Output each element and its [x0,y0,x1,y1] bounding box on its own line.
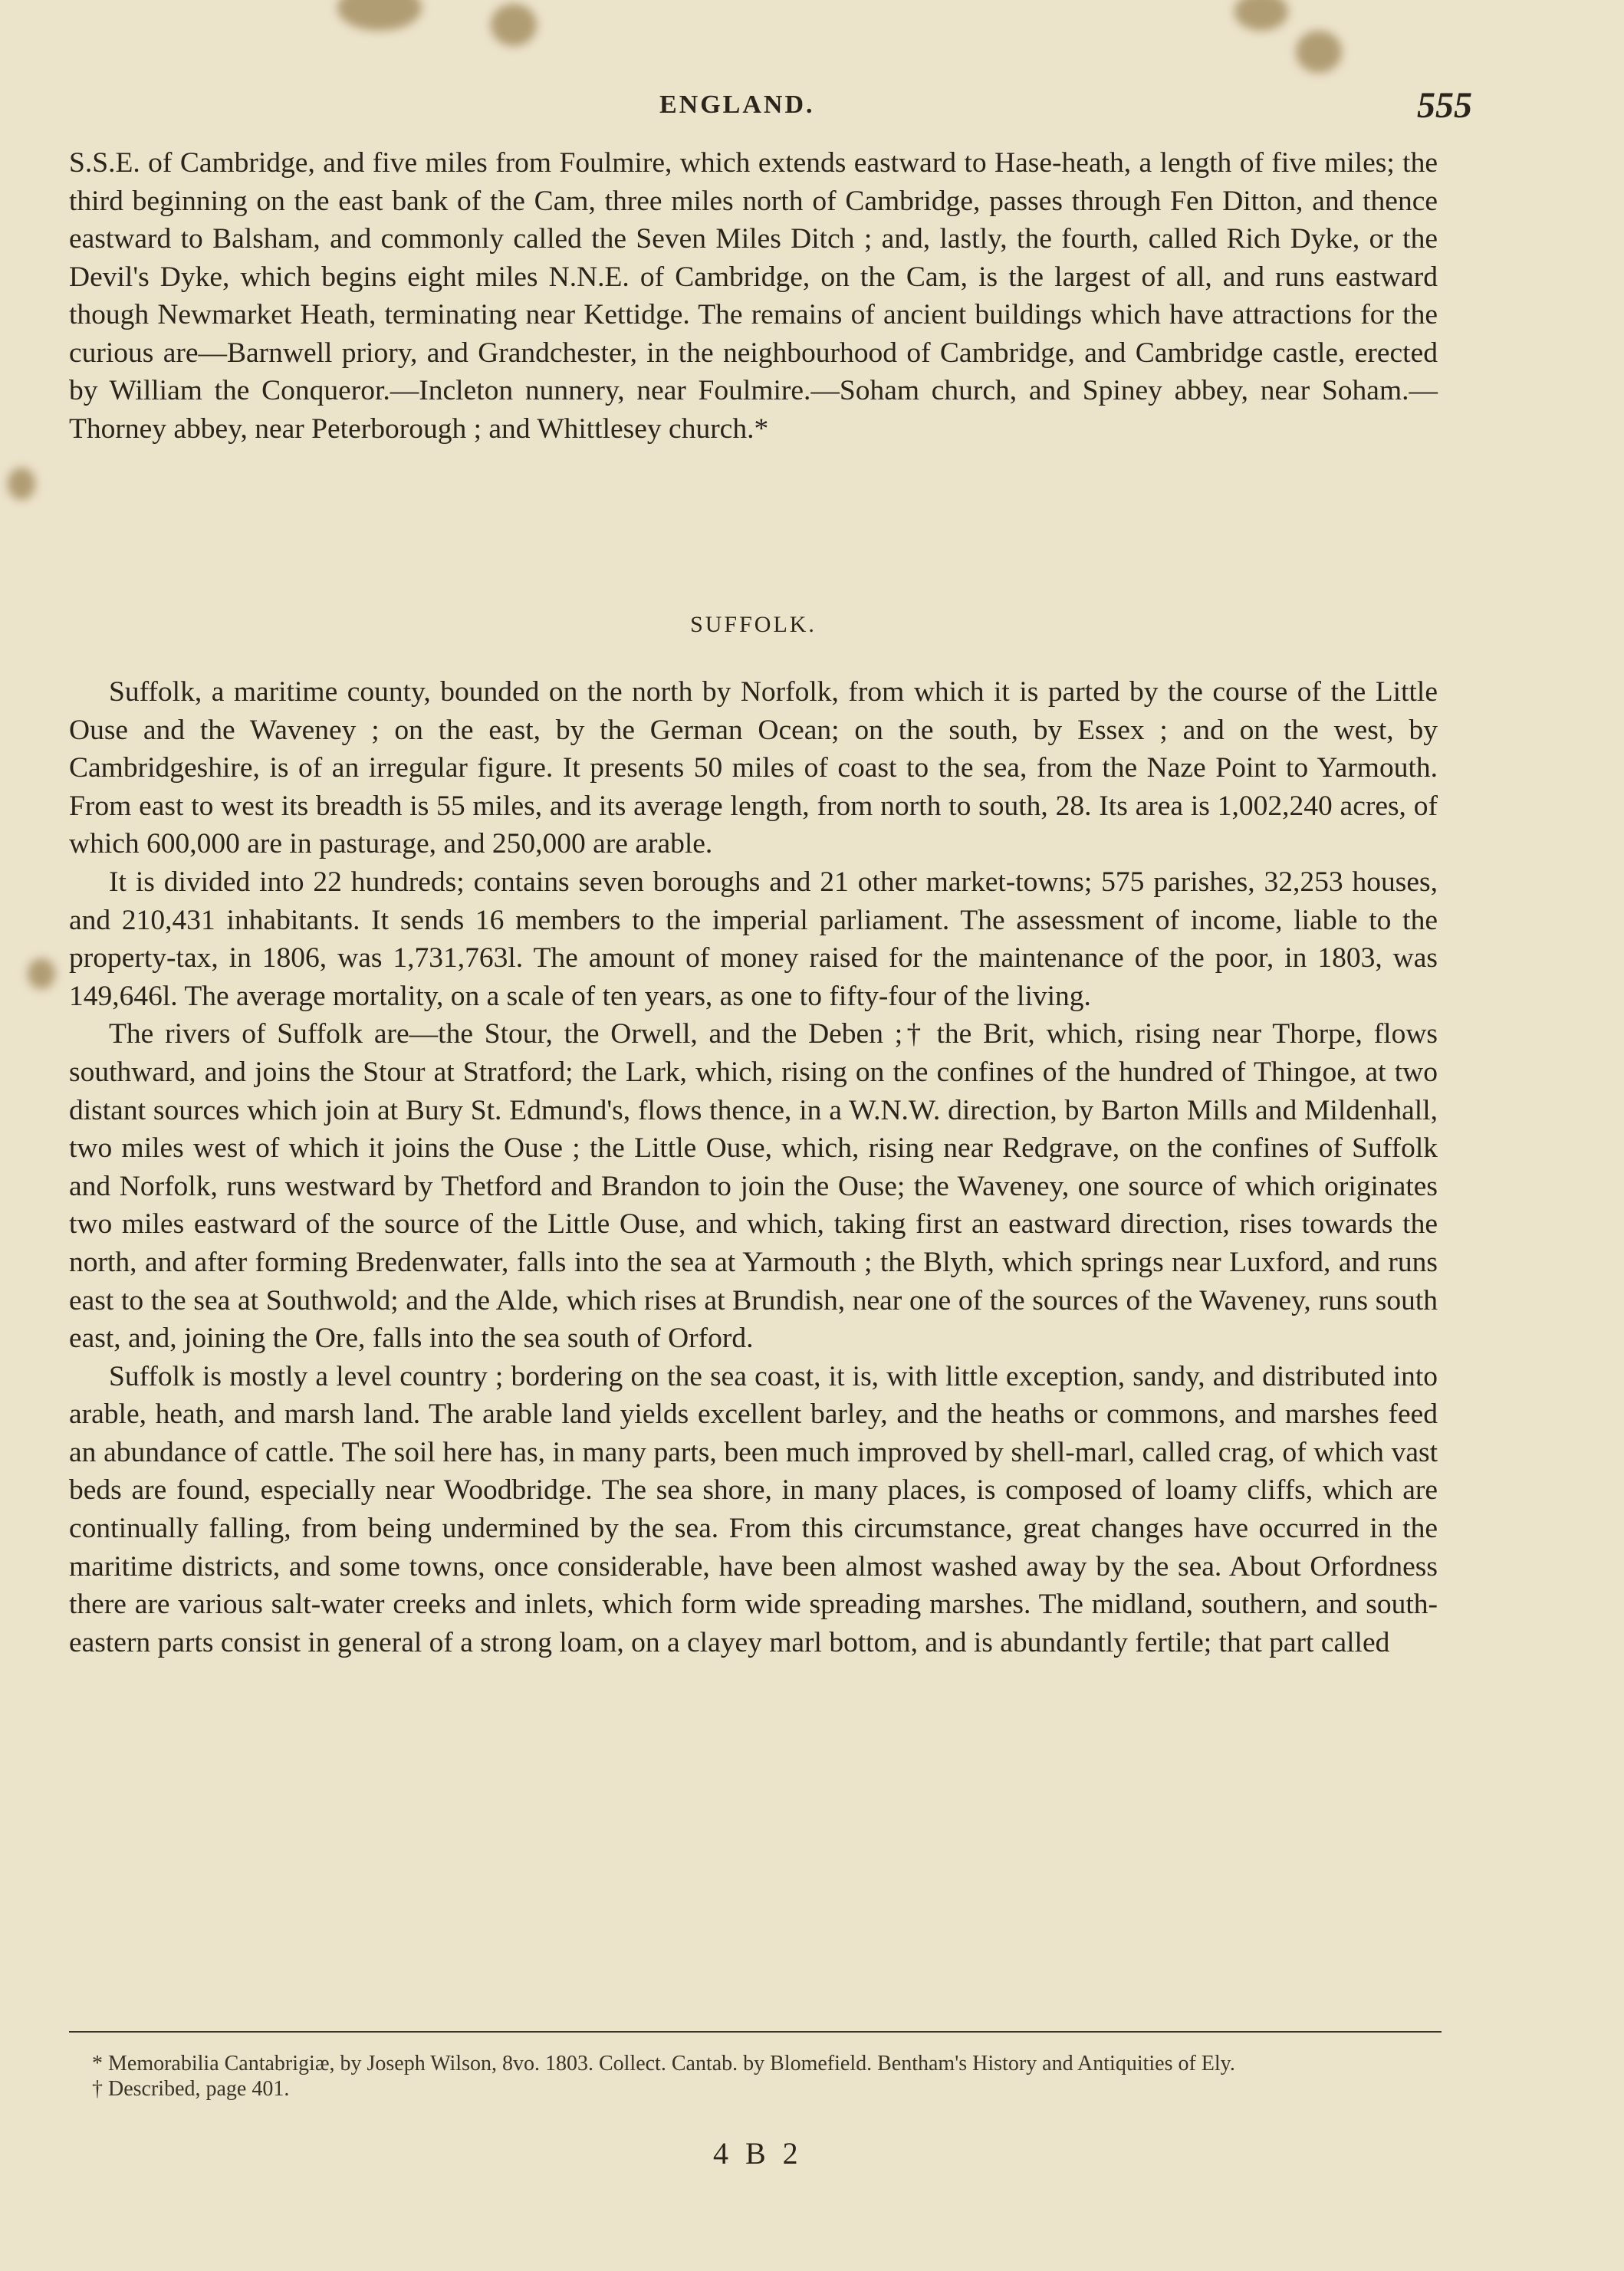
running-title: ENGLAND. [659,90,815,119]
cambridge-continuation [69,144,1438,448]
suffolk-section [69,673,1438,1661]
ink-stain [28,958,55,989]
footnote: * Memorabilia Cantabrigiæ, by Joseph Wilson, 8vo. 1803. Collect. Cantab. by Blomefield. Bentham's History and Antiquities of Ely. [92,2052,1235,2075]
ink-stain [1234,0,1288,31]
footnotes [69,2051,1449,2102]
paragraph: It is divided into 22 hundreds; contains seven boroughs and 21 other market-towns; 575 parishes, 32,253 houses, and 210,431 inhabitants. It sends 16 members to the imperial parliament. The assessment of income, liable to the property-tax, in 1806, was 1,731,763l. The amount of money raised for the maintenance of the poor, in 1803, was 149,646l. The average mortality, on a scale of ten years, as one to fifty-four of the living. [69,866,1438,1012]
ink-stain [8,468,35,500]
paragraph: The rivers of Suffolk are—the Stour, the Orwell, and the Deben ;† the Brit, which, rising near Thorpe, flows southward, and joins the Stour at Stratford; the Lark, which, rising on the confines of the hundred of Thingoe, at two distant sources which join at Bury St. Edmund's, flows thence, in a W.N.W. direction, by Barton Mills and Mildenhall, two miles west of which it joins the Ouse ; the Little Ouse, which, rising near Redgrave, on the confines of Suffolk and Norfolk, runs westward by Thetford and Brandon to join the Ouse; the Waveney, one source of which originates two miles eastward of the source of the Little Ouse, and which, taking first an eastward direction, rises towards the north, and after forming Bredenwater, falls into the sea at Yarmouth ; the Blyth, which springs near Luxford, and runs east to the sea at Southwold; and the Alde, which rises at Brundish, near one of the sources of the Waveney, runs south east, and, joining the Ore, falls into the sea south of Orford. [69,1018,1438,1355]
paragraph: Suffolk, a maritime county, bounded on the north by Norfolk, from which it is parted by the course of the Little Ouse and the Waveney ; on the east, by the German Ocean; on the south, by Essex ; and on the west, by Cambridgeshire, is of an irregular figure. It presents 50 miles of coast to the sea, from the Naze Point to Yarmouth. From east to west its breadth is 55 miles, and its average length, from north to south, 28. Its area is 1,002,240 acres, of which 600,000 are in pasturage, and 250,000 are arable. [69,676,1438,860]
page-number: 555 [1417,85,1472,126]
signature-mark: 4 B 2 [713,2136,803,2171]
paragraph: S.S.E. of Cambridge, and five miles from Foulmire, which extends eastward to Hase-heath, a length of five miles; the third beginning on the east bank of the Cam, three miles north of Cambridge, passes through Fen Ditton, and thence eastward to Balsham, and commonly called the Seven Miles Ditch ; and, lastly, the fourth, called Rich Dyke, or the Devil's Dyke, which begins eight miles N.N.E. of Cambridge, on the Cam, is the largest of all, and runs eastward though Newmarket Heath, terminating near Kettidge. The remains of ancient buildings which have attractions for the curious are—Barnwell priory, and Grandchester, in the neighbourhood of Cambridge, and Cambridge castle, erected by William the Conqueror.—Incleton nunnery, near Foulmire.—Soham church, and Spiney abbey, near Soham.—Thorney abbey, near Peterborough ; and Whittlesey church.* [69,147,1438,445]
section-heading-suffolk: SUFFOLK. [690,612,817,637]
ink-stain [1296,31,1342,73]
ink-stain [337,0,422,31]
running-head [69,84,1472,130]
ink-stain [491,4,537,46]
footnote: † Described, page 401. [92,2077,290,2101]
paragraph: Suffolk is mostly a level country ; bordering on the sea coast, it is, with little exception, sandy, and distributed into arable, heath, and marsh land. The arable land yields excellent barley, and the heaths or commons, and marshes feed an abundance of cattle. The soil here has, in many parts, been much improved by shell-marl, called crag, of which vast beds are found, especially near Woodbridge. The sea shore, in many places, is composed of loamy cliffs, which are continually falling, from being undermined by the sea. From this circumstance, great changes have occurred in the maritime districts, and some towns, once considerable, have been almost washed away by the sea. About Orfordness there are various salt-water creeks and inlets, which form wide spreading marshes. The midland, southern, and south-eastern parts consist in general of a strong loam, on a clayey marl bottom, and is abundantly fertile; that part called [69,1360,1438,1658]
footnote-divider [69,2031,1442,2033]
